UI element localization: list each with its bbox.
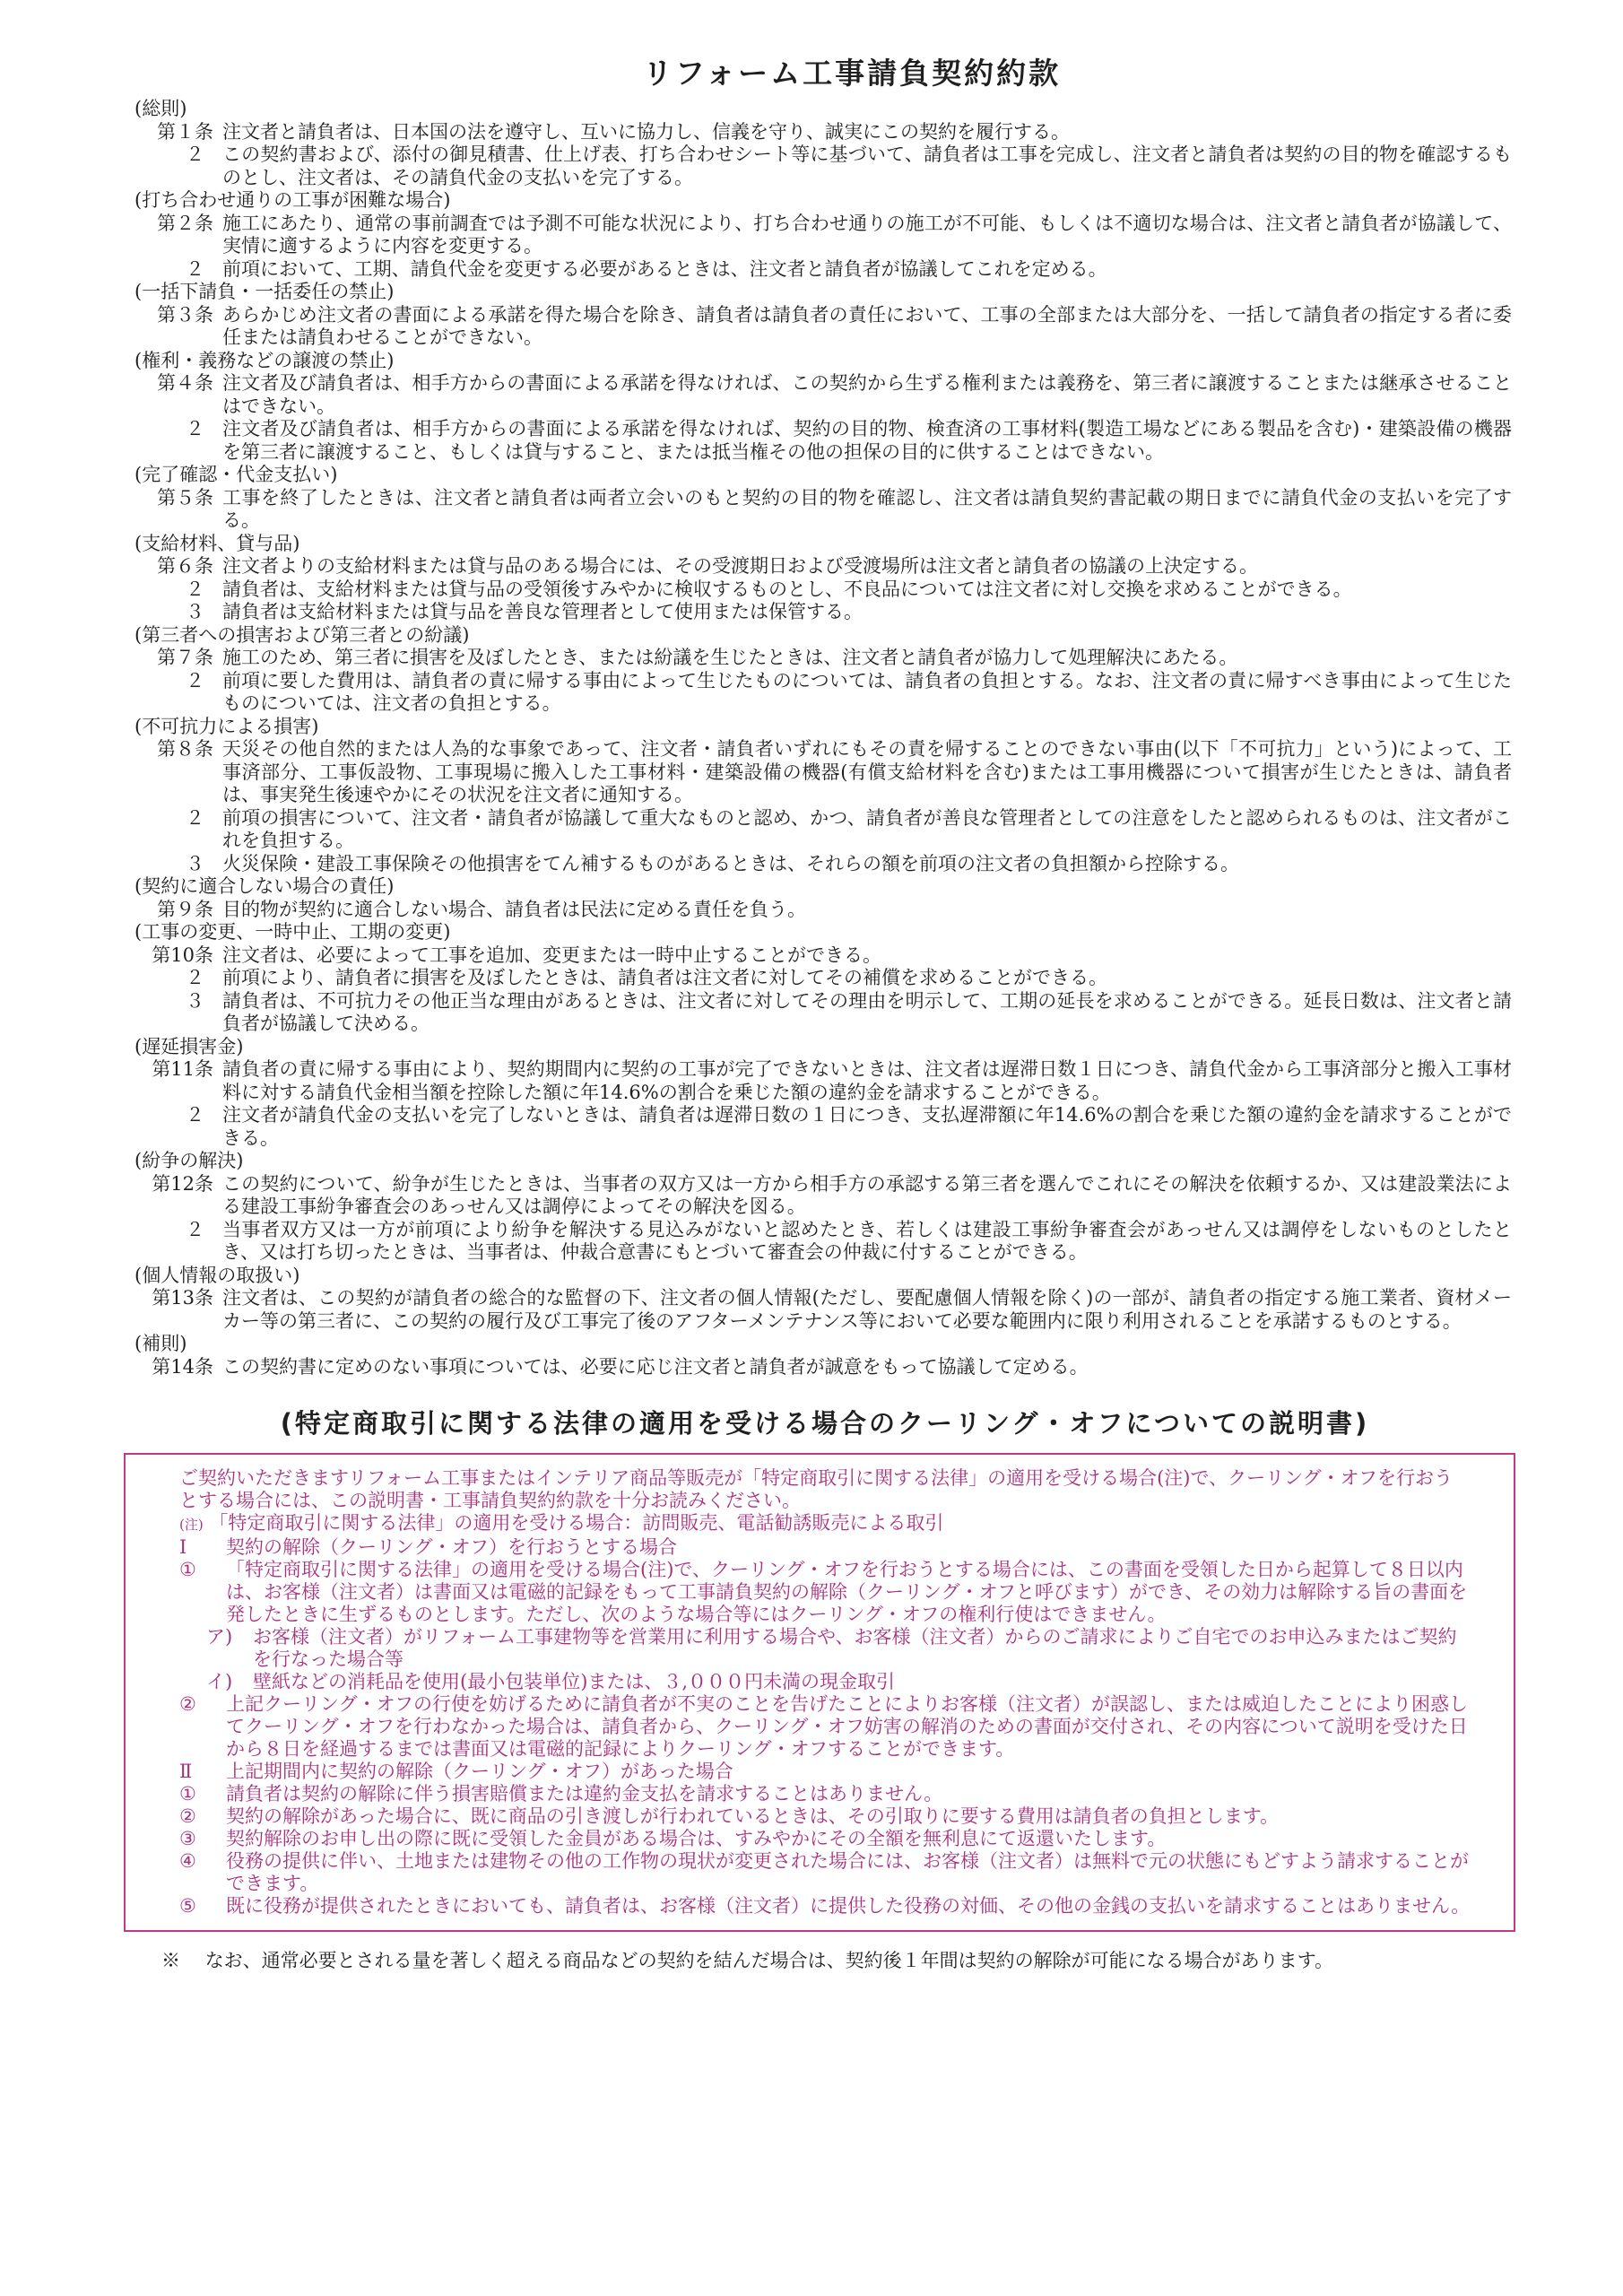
- document-page: [135, 50, 1515, 1973]
- section-1-title: 契約の解除（クーリング・オフ）を行おうとする場合: [226, 1536, 677, 1558]
- clause-text: 目的物が契約に適合しない場合、請負者は民法に定める責任を負う。: [222, 898, 806, 920]
- clause: [135, 853, 1515, 876]
- clause-text: 施工にあたり、通常の事前調査では予測不可能な状況により、打ち合わせ通りの施工が不可能、もしくは不適切な場合は、注文者と請負者が協議して、実情に適するように内容を変更する。: [222, 212, 1512, 257]
- clause-text: 請負者は支給材料または貸与品を善良な管理者として使用または保管する。: [222, 601, 863, 622]
- clause-text: 前項の損害について、注文者・請負者が協議して重大なものと認め、かつ、請負者が善良な管理者としての注意をしたと認められるものは、注文者がこれを負担する。: [222, 806, 1512, 851]
- section-1-subitem-number: イ): [206, 1671, 233, 1692]
- clause: [135, 1104, 1515, 1150]
- section-2-item-number: ③: [179, 1828, 196, 1849]
- clause-text: 天災その他自然的または人為的な事象であって、注文者・請負者いずれにもその責を帰することのできない事由(以下「不可抗力」という)によって、工事済部分、工事仮設物、工事現場に搬入した工事材料・建築設備の機器(有償支給材料を含む)または工事用機器について損害が生じたときは、請負者は、事実発生後速やかにその状況を注文者に通知する。: [222, 738, 1512, 805]
- clause: [135, 418, 1515, 464]
- clause: [135, 213, 1515, 258]
- clause-text: この契約書に定めのない事項については、必要に応じ注文者と請負者が誠意をもって協議して定める。: [222, 1355, 1089, 1378]
- cooling-off-title: (特定商取引に関する法律の適用を受ける場合のクーリング・オフについての説明書): [280, 1408, 1370, 1439]
- section-2-items: [179, 1783, 1471, 1918]
- section-1-subitem-number: ア): [206, 1626, 233, 1648]
- section-2-number: Ⅱ: [179, 1761, 193, 1782]
- section-2-title: 上記期間内に契約の解除（クーリング・オフ）があった場合: [226, 1761, 733, 1782]
- clause-text: この契約について、紛争が生じたときは、当事者の双方又は一方から相手方の承認する第三者を選んでこれにその解決を依頼するか、又は建設業法による建設工事紛争審査会のあっせん又は調停によってその解決を図る。: [222, 1172, 1512, 1217]
- section-2-item-text: 既に役務が提供されたときにおいても、請負者は、お客様（注文者）に提供した役務の対価、その他の金銭の支払いを請求することはありません。: [226, 1895, 1471, 1917]
- clause: [135, 555, 1515, 578]
- section-2-item-number: ④: [179, 1850, 196, 1872]
- clause-number: 第５条: [157, 486, 213, 509]
- footnote: [135, 1946, 1515, 1973]
- clause: [135, 1058, 1515, 1104]
- article-section: [135, 533, 1515, 624]
- article-section: [135, 1333, 1515, 1378]
- clause-number: ２: [186, 418, 204, 439]
- clause: [135, 1356, 1515, 1379]
- clause-number: 第３条: [157, 303, 213, 326]
- clause-text: 請負者は、支給材料または貸与品の受領後すみやかに検収するものとし、不良品については注文者に対し交換を求めることができる。: [222, 578, 1352, 600]
- section-2-item-number: ①: [179, 1783, 196, 1805]
- clause-text: 注文者と請負者は、日本国の法を遵守し、互いに協力し、信義を守り、誠実にこの契約を履行する。: [222, 120, 1070, 143]
- clause-number: 第14条: [152, 1355, 213, 1378]
- clause-text: 当事者双方又は一方が前項により紛争を解決する見込みがないと認めたとき、若しくは建設工事紛争審査会があっせん又は調停をしないものとしたとき、又は打ち切ったときは、当事者は、仲裁合意書にもとづいて審査会の仲裁に付することができる。: [222, 1218, 1512, 1263]
- clause-number: ２: [186, 144, 204, 165]
- clause-number: ２: [186, 1218, 204, 1240]
- clause-text: 請負者の責に帰する事由により、契約期間内に契約の工事が完了できないときは、注文者は遅滞日数１日につき、請負代金から工事済部分と搬入工事材料に対する請負代金相当額を控除した額に年14.6%の割合を乗じた額の違約金を請求することができる。: [222, 1058, 1512, 1103]
- section-1-item-text: 「特定商取引に関する法律」の適用を受ける場合(注)で、クーリング・オフを行おうとする場合には、この書面を受領した日から起算して８日以内は、お客様（注文者）は書面又は電磁的記録をもって工事請負契約の解除（クーリング・オフと呼びます）ができ、その効力は解除する旨の書面を発したときに生ずるものとします。ただし、次のような場合等にはクーリング・オフの権利行使はできません。: [226, 1559, 1468, 1625]
- clause: [135, 738, 1515, 807]
- clause-text: 注文者が請負代金の支払いを完了しないときは、請負者は遅滞日数の１日につき、支払遅滞額に年14.6%の割合を乗じた額の違約金を請求することができる。: [222, 1104, 1512, 1149]
- section-2-item-text: 契約の解除があった場合に、既に商品の引き渡しが行われているときは、その引取りに要する費用は請負者の負担とします。: [226, 1805, 1280, 1827]
- section-heading: (支給材料、貸与品): [135, 532, 300, 554]
- cooling-off-note: [179, 1512, 1471, 1536]
- section-2-item-number: ⑤: [179, 1895, 196, 1917]
- clause: [135, 487, 1515, 533]
- section-1-item-text: 上記クーリング・オフの行使を妨げるために請負者が不実のことを告げたことによりお客様（注文者）が誤認し、または威迫したことにより困惑してクーリング・オフを行わなかった場合は、請負者から、クーリング・オフ妨害の解消のための書面が交付され、その内容について説明を受けた日から８日を経過するまでは書面又は電磁的記録によりクーリング・オフすることができます。: [226, 1693, 1468, 1760]
- clause: [135, 1173, 1515, 1219]
- note-mark: (注): [179, 1517, 204, 1533]
- section-heading: (補則): [135, 1333, 187, 1354]
- clause: [135, 990, 1515, 1036]
- section-heading: (個人情報の取扱い): [135, 1264, 300, 1286]
- clause: [135, 807, 1515, 853]
- section-2-item: [179, 1895, 1471, 1918]
- clause-number: ２: [186, 967, 204, 988]
- clause: [135, 601, 1515, 624]
- section-heading: (第三者への損害および第三者との紛議): [135, 623, 470, 646]
- clause-text: 前項において、工期、請負代金を変更する必要があるときは、注文者と請負者が協議してこれを定める。: [222, 257, 1107, 280]
- clause: [135, 647, 1515, 670]
- section-1-subitem: [206, 1626, 1471, 1671]
- section-1-items-2: [179, 1693, 1471, 1761]
- clause-number: 第２条: [157, 212, 213, 234]
- cooling-off-box: [124, 1453, 1515, 1932]
- cooling-off-intro: ご契約いただきますリフォーム工事またはインテリア商品等販売が「特定商取引に関する法律」の適用を受ける場合(注)で、クーリング・オフを行おうとする場合には、この説明書・工事請負契約約款を十分お読みください。: [179, 1467, 1454, 1511]
- section-heading: (遅延損害金): [135, 1035, 244, 1057]
- section-1-number: Ⅰ: [179, 1536, 187, 1558]
- section-2-item: [179, 1805, 1471, 1828]
- section-1-item: [179, 1559, 1471, 1626]
- clause: [135, 144, 1515, 189]
- note-text: 「特定商取引に関する法律」の適用を受ける場合：訪問販売、電話勧誘販売による取引: [209, 1512, 944, 1534]
- clause: [135, 304, 1515, 350]
- article-section: [135, 98, 1515, 189]
- clause-number: 第11条: [152, 1058, 213, 1080]
- article-section: [135, 350, 1515, 465]
- clause: [135, 670, 1515, 716]
- clause-number: ３: [186, 989, 204, 1012]
- section-heading: (権利・義務などの譲渡の禁止): [135, 349, 395, 371]
- section-1-item: [179, 1693, 1471, 1761]
- clause-number: 第６条: [157, 555, 213, 577]
- clause-number: 第４条: [157, 372, 213, 394]
- section-1-item-number: ①: [179, 1559, 196, 1580]
- footnote-mark: ※: [161, 1950, 180, 1971]
- article-section: [135, 716, 1515, 876]
- clause-text: 工事を終了したときは、注文者と請負者は両者立会いのもと契約の目的物を確認し、注文者は請負契約書記載の期日までに請負代金の支払いを完了する。: [222, 486, 1512, 531]
- clause-number: ２: [186, 669, 204, 691]
- section-2-heading: [179, 1761, 1471, 1783]
- article-section: [135, 189, 1515, 281]
- section-heading: (紛争の解決): [135, 1150, 244, 1171]
- clause-text: 火災保険・建設工事保険その他損害をてん補するものがあるときは、それらの額を前項の注文者の負担額から控除する。: [222, 852, 1239, 874]
- section-1-subitems: [179, 1626, 1471, 1693]
- clause: [135, 578, 1515, 602]
- section-heading: (不可抗力による損害): [135, 715, 319, 737]
- section-1-item-number: ②: [179, 1693, 196, 1715]
- clause-number: ２: [186, 257, 204, 280]
- clause: [135, 372, 1515, 418]
- clause-number: 第７条: [157, 647, 213, 668]
- footnote-text: なお、通常必要とされる量を著しく超える商品などの契約を結んだ場合は、契約後１年間は契約の解除が可能になる場合があります。: [204, 1950, 1334, 1971]
- clause-text: 前項に要した費用は、請負者の責に帰する事由によって生じたものについては、請負者の負担とする。なお、注文者の責に帰すべき事由によって生じたものについては、注文者の負担とする。: [222, 669, 1512, 714]
- clause-text: この契約書および、添付の御見積書、仕上げ表、打ち合わせシート等に基づいて、請負者は工事を完成し、注文者と請負者は契約の目的物を確認するものとし、注文者は、その請負代金の支払いを完了する。: [222, 144, 1512, 188]
- section-heading: (完了確認・代金支払い): [135, 464, 338, 485]
- article-section: [135, 624, 1515, 716]
- section-1-heading: [179, 1536, 1471, 1559]
- clause-text: あらかじめ注文者の書面による承諾を得た場合を除き、請負者は請負者の責任において、工事の全部または大部分を、一括して請負者の指定する者に委任または請負わせることができない。: [222, 303, 1512, 348]
- section-heading: (総則): [135, 98, 187, 119]
- clause-text: 注文者よりの支給材料または貸与品のある場合には、その受渡期日および受渡場所は注文者と請負者の協議の上決定する。: [222, 555, 1258, 577]
- section-1-subitem-text: お客様（注文者）がリフォーム工事建物等を営業用に利用する場合や、お客様（注文者）からのご請求によりご自宅でのお申込みまたはご契約を行なった場合等: [253, 1626, 1457, 1670]
- article-section: [135, 464, 1515, 533]
- document-title: リフォーム工事請負契約約款: [642, 56, 1062, 91]
- section-1-subitem-text: 壁紙などの消耗品を使用(最小包装単位)または、３,０００円未満の現金取引: [253, 1671, 896, 1692]
- clause-number: ２: [186, 1104, 204, 1126]
- clause-number: 第13条: [152, 1287, 213, 1309]
- clause-number: ３: [186, 601, 204, 622]
- clause: [135, 121, 1515, 144]
- section-heading: (一括下請負・一括委任の禁止): [135, 281, 395, 302]
- section-1-subitem: [206, 1671, 1471, 1693]
- clause-number: 第１条: [157, 120, 213, 143]
- clause: [135, 967, 1515, 990]
- section-2-item: [179, 1828, 1471, 1850]
- article-section: [135, 1265, 1515, 1334]
- section-2-item-number: ②: [179, 1805, 196, 1827]
- article-section: [135, 921, 1515, 1036]
- clause-number: ３: [186, 852, 204, 874]
- section-2-item-text: 請負者は契約の解除に伴う損害賠償または違約金支払を請求することはありません。: [226, 1783, 943, 1805]
- article-section: [135, 1150, 1515, 1265]
- section-2-item: [179, 1850, 1471, 1895]
- section-heading: (打ち合わせ通りの工事が困難な場合): [135, 189, 451, 211]
- article-section: [135, 875, 1515, 921]
- clause-text: 注文者は、必要によって工事を追加、変更または一時中止することができる。: [222, 944, 881, 966]
- section-heading: (契約に適合しない場合の責任): [135, 875, 395, 897]
- section-2-item: [179, 1783, 1471, 1805]
- section-heading: (工事の変更、一時中止、工期の変更): [135, 921, 451, 943]
- clause: [135, 944, 1515, 968]
- article-section: [135, 281, 1515, 350]
- clause-text: 前項により、請負者に損害を及ぼしたときは、請負者は注文者に対してその補償を求めることができる。: [222, 967, 1107, 988]
- clause-text: 施工のため、第三者に損害を及ぼしたとき、または紛議を生じたときは、注文者と請負者が協力して処理解決にあたる。: [222, 647, 1238, 668]
- contract-articles: [135, 98, 1515, 1378]
- clause: [135, 899, 1515, 922]
- clause-number: ２: [186, 578, 204, 600]
- clause-text: 注文者は、この契約が請負者の総合的な監督の下、注文者の個人情報(ただし、要配慮個人情報を除く)の一部が、請負者の指定する施工業者、資材メーカー等の第三者に、この契約の履行及び工事完了後のアフターメンテナンス等において必要な範囲内に限り利用されることを承諾するものとする。: [222, 1287, 1512, 1332]
- clause-number: 第９条: [157, 898, 213, 920]
- clause-text: 注文者及び請負者は、相手方からの書面による承諾を得なければ、この契約から生ずる権利または義務を、第三者に譲渡することまたは継承させることはできない。: [222, 372, 1512, 417]
- clause: [135, 258, 1515, 282]
- clause-text: 請負者は、不可抗力その他正当な理由があるときは、注文者に対してその理由を明示して、工期の延長を求めることができる。延長日数は、注文者と請負者が協議して決める。: [222, 989, 1512, 1034]
- section-2-item-text: 契約解除のお申し出の際に既に受領した金員がある場合は、すみやかにその全額を無利息にて返還いたします。: [226, 1828, 1167, 1849]
- clause-number: 第８条: [157, 738, 213, 760]
- clause-number: 第10条: [152, 944, 213, 966]
- article-section: [135, 1036, 1515, 1151]
- clause-number: ２: [186, 806, 204, 829]
- section-2-item-text: 役務の提供に伴い、土地または建物その他の工作物の現状が変更された場合には、お客様（注文者）は無料で元の状態にもどすよう請求することができます。: [226, 1850, 1469, 1894]
- clause-text: 注文者及び請負者は、相手方からの書面による承諾を得なければ、契約の目的物、検査済の工事材料(製造工場などにある製品を含む)・建築設備の機器を第三者に譲渡すること、もしくは貸与すること、または抵当権その他の担保の目的に供することはできない。: [222, 418, 1512, 463]
- clause: [135, 1287, 1515, 1333]
- section-1-items: [179, 1559, 1471, 1626]
- clause: [135, 1219, 1515, 1265]
- clause-number: 第12条: [152, 1172, 213, 1195]
